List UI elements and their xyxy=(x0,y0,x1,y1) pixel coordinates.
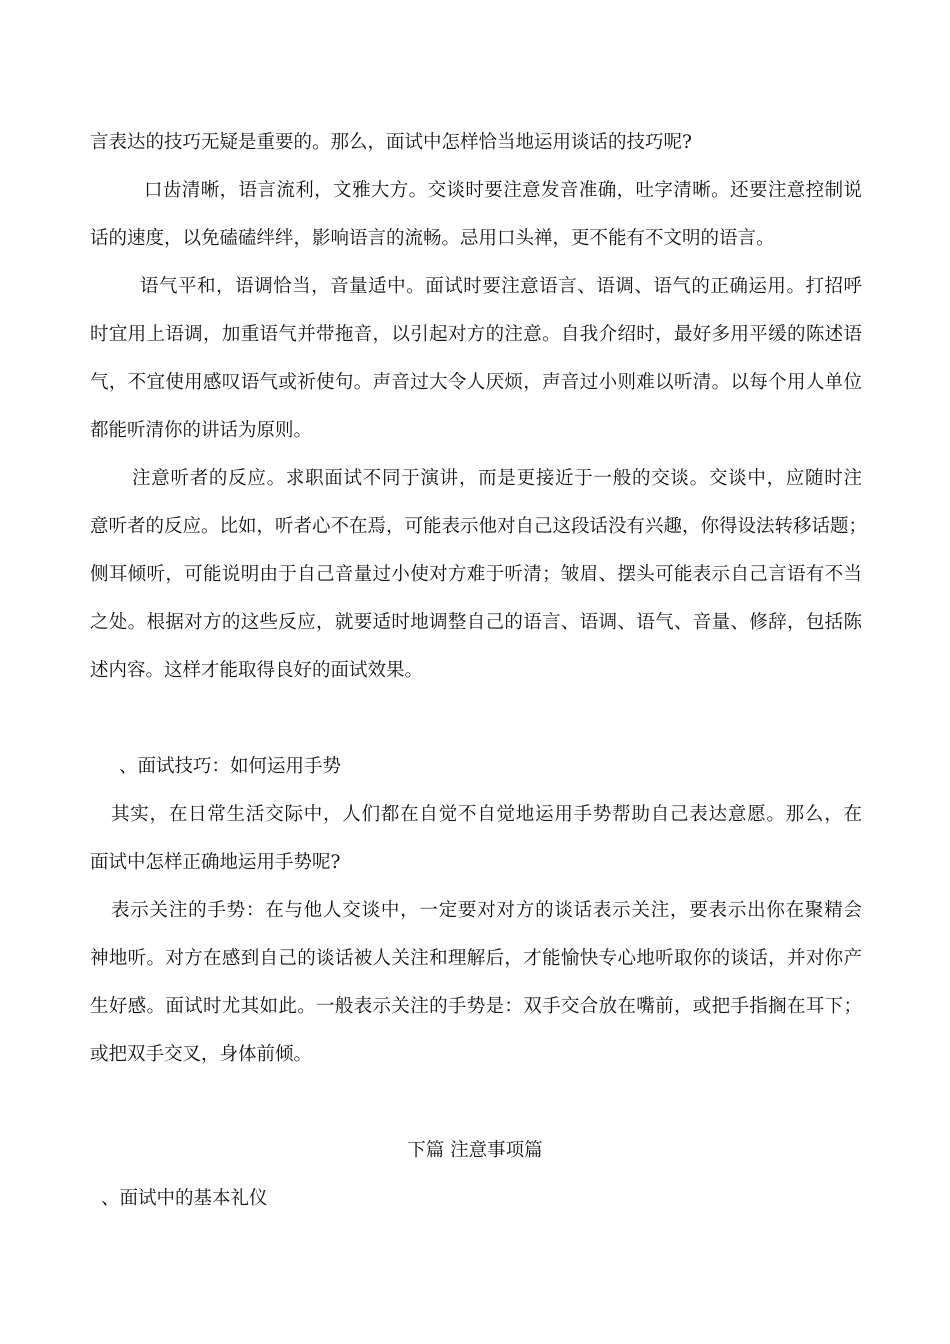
section-heading: 、面试技巧：如何运用手势 xyxy=(119,756,342,777)
paragraph-line: 意听者的反应。比如，听者心不在焉，可能表示他对自己这段话没有兴趣，你得设法转移话题； xyxy=(90,516,868,537)
paragraph-line: 之处。根据对方的这些反应，就要适时地调整自己的语言、语调、语气、音量、修辞，包括陈 xyxy=(90,612,862,633)
paragraph-line: 都能听清你的讲话为原则。 xyxy=(90,420,313,441)
paragraph-line: 话的速度，以免磕磕绊绊，影响语言的流畅。忌用口头禅，更不能有不文明的语言。 xyxy=(90,228,775,249)
paragraph-line: 述内容。这样才能取得良好的面试效果。 xyxy=(90,660,424,681)
part-title: 下篇 注意事项篇 xyxy=(407,1140,543,1161)
paragraph-line: 其实，在日常生活交际中，人们都在自觉不自觉地运用手势帮助自己表达意愿。那么，在 xyxy=(111,804,862,825)
paragraph-line: 语气平和，语调恰当，音量适中。面试时要注意语言、语调、语气的正确运用。打招呼 xyxy=(140,276,862,297)
paragraph-line: 时宜用上语调，加重语气并带拖音，以引起对方的注意。自我介绍时，最好多用平缓的陈述语 xyxy=(90,324,862,345)
paragraph-line: 言表达的技巧无疑是重要的。那么，面试中怎样恰当地运用谈话的技巧呢? xyxy=(90,132,692,153)
paragraph-line: 面试中怎样正确地运用手势呢? xyxy=(90,852,341,873)
paragraph-line: 侧耳倾听，可能说明由于自己音量过小使对方难于听清；皱眉、摆头可能表示自己言语有不当 xyxy=(90,564,862,585)
subsection-heading: 、面试中的基本礼仪 xyxy=(101,1188,268,1209)
paragraph-line: 注意听者的反应。求职面试不同于演讲，而是更接近于一般的交谈。交谈中，应随时注 xyxy=(132,468,862,489)
paragraph-line: 神地听。对方在感到自己的谈话被人关注和理解后，才能愉快专心地听取你的谈话，并对你产 xyxy=(90,948,862,969)
paragraph-line: 气，不宜使用感叹语气或祈使句。声音过大令人厌烦，声音过小则难以听清。以每个用人单位 xyxy=(90,372,862,393)
paragraph-line: 或把双手交叉，身体前倾。 xyxy=(90,1044,313,1065)
paragraph-line: 生好感。面试时尤其如此。一般表示关注的手势是：双手交合放在嘴前，或把手指搁在耳下； xyxy=(90,996,862,1017)
paragraph-line: 表示关注的手势：在与他人交谈中，一定要对对方的谈话表示关注，要表示出你在聚精会 xyxy=(111,900,862,921)
paragraph-line: 口齿清晰，语言流利，文雅大方。交谈时要注意发音准确，吐字清晰。还要注意控制说 xyxy=(144,180,862,201)
